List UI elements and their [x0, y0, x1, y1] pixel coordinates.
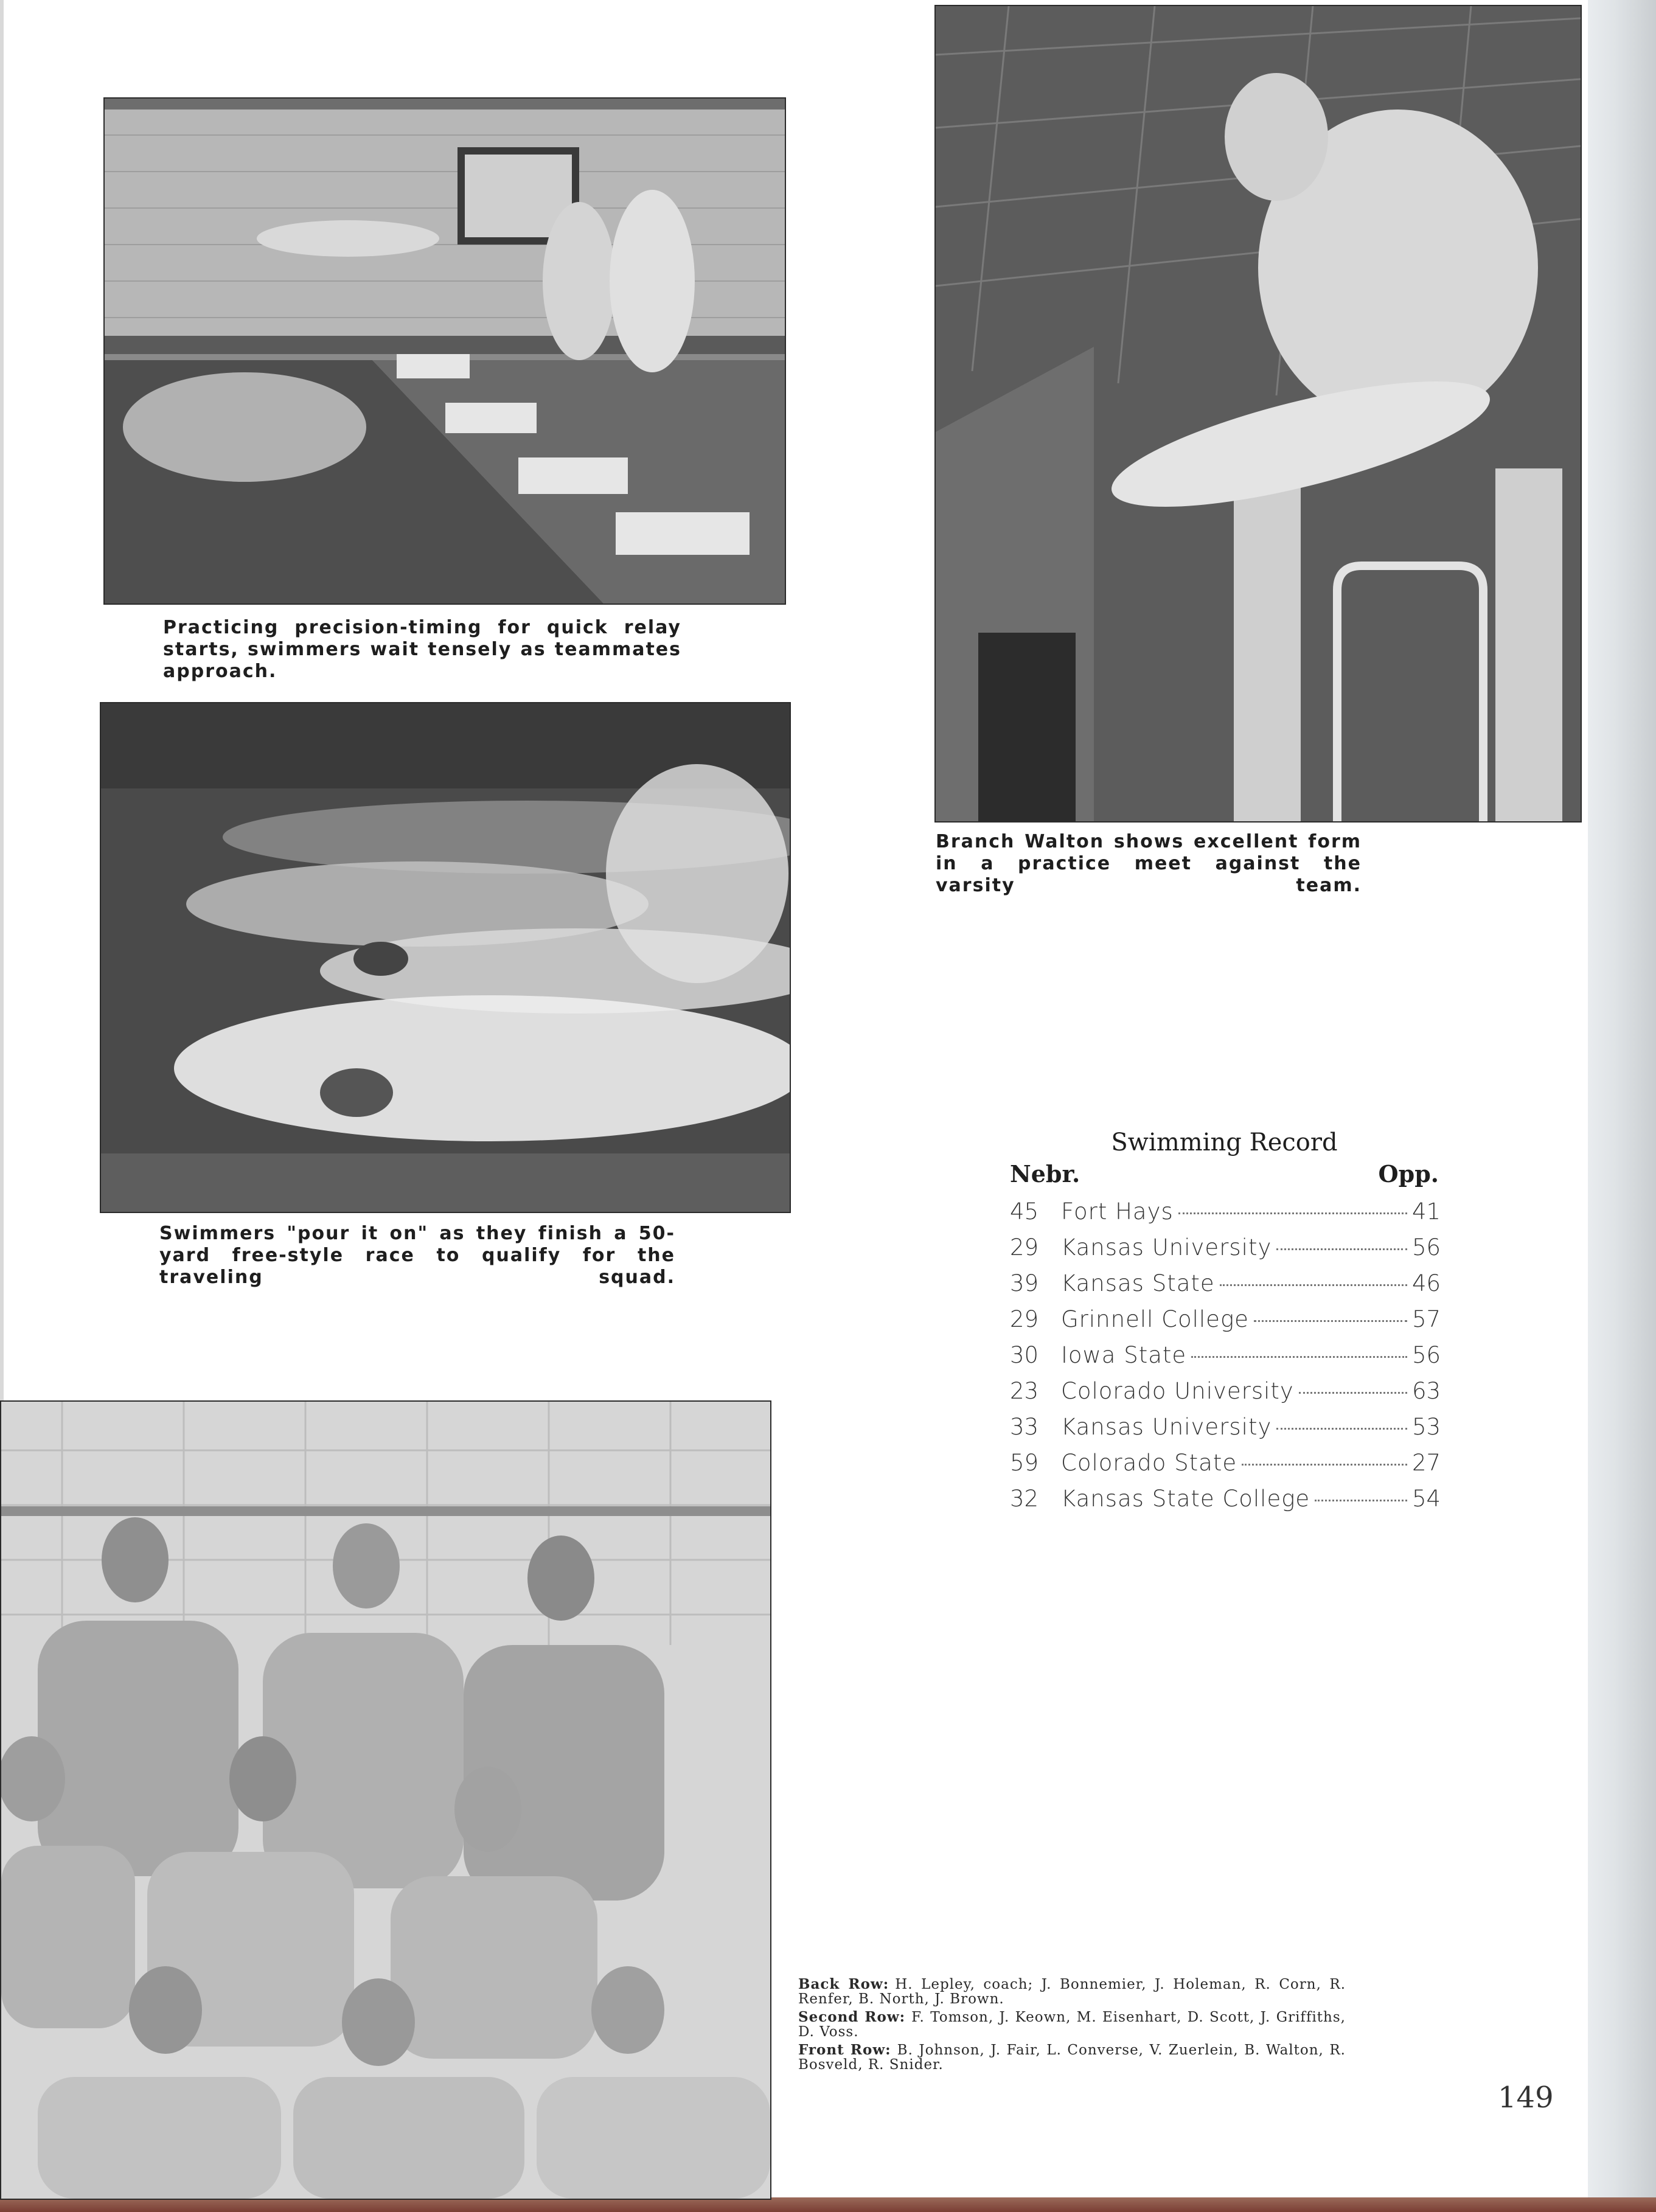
- opp-score: 56: [1412, 1234, 1441, 1261]
- leader-dots: [1178, 1212, 1407, 1214]
- opponent-name: Kansas State: [1061, 1270, 1215, 1296]
- record-row: [1010, 1450, 1439, 1486]
- front-row-names: B. Johnson, J. Fair, L. Converse, V. Zuerlein, B. Walton, R. Bosveld, R. Snider.: [798, 2042, 1346, 2073]
- opponent-name: Kansas State College: [1061, 1486, 1310, 1512]
- record-row: [1010, 1198, 1439, 1234]
- nebr-score: 23: [1010, 1378, 1039, 1404]
- opponent-name: Kansas University: [1061, 1414, 1272, 1440]
- leader-dots: [1191, 1356, 1407, 1358]
- nebr-score: 29: [1010, 1234, 1039, 1261]
- race-finish-caption: Swimmers "pour it on" as they finish a 50-yard free-style race to qualify for the traveling squad.: [159, 1223, 675, 1288]
- opp-score: 56: [1412, 1342, 1441, 1368]
- record-row: [1010, 1270, 1439, 1306]
- page-right-margin: [1588, 0, 1656, 2212]
- race-finish-photo: [100, 702, 791, 1213]
- front-row-label: Front Row:: [798, 2042, 891, 2058]
- nebr-score: 45: [1010, 1198, 1039, 1225]
- back-row-label: Back Row:: [798, 1976, 889, 1992]
- opponent-name: Colorado University: [1061, 1378, 1294, 1404]
- nebr-score: 33: [1010, 1414, 1039, 1440]
- record-row: [1010, 1306, 1439, 1342]
- leader-dots: [1242, 1464, 1407, 1466]
- front-row-line: [798, 2043, 1346, 2072]
- team-roster-caption: [798, 1977, 1346, 2076]
- leader-dots: [1220, 1284, 1407, 1286]
- record-row: [1010, 1378, 1439, 1414]
- diver-photo: [934, 5, 1582, 823]
- opp-score: 53: [1412, 1414, 1441, 1440]
- opponent-name: Colorado State: [1061, 1450, 1237, 1476]
- nebr-score: 39: [1010, 1270, 1039, 1296]
- nebr-score: 30: [1010, 1342, 1039, 1368]
- nebr-score: 59: [1010, 1450, 1039, 1476]
- opponent-name: Grinnell College: [1061, 1306, 1249, 1332]
- opp-column-header: Opp.: [1378, 1160, 1439, 1188]
- record-row: [1010, 1486, 1439, 1522]
- opp-score: 63: [1412, 1378, 1441, 1404]
- leader-dots: [1276, 1428, 1407, 1430]
- back-row-names: H. Lepley, coach; J. Bonnemier, J. Holeman, R. Corn, R. Renfer, B. North, J. Brown.: [798, 1977, 1346, 2007]
- opp-score: 27: [1412, 1450, 1441, 1476]
- record-row: [1010, 1414, 1439, 1450]
- second-row-label: Second Row:: [798, 2009, 906, 2025]
- swimming-record: [1010, 1129, 1439, 1522]
- opponent-name: Iowa State: [1061, 1342, 1187, 1368]
- opp-score: 57: [1412, 1306, 1441, 1332]
- page-number: 149: [1498, 2081, 1554, 2115]
- relay-starts-photo: [103, 97, 786, 605]
- leader-dots: [1254, 1320, 1407, 1322]
- record-title: Swimming Record: [1111, 1129, 1338, 1156]
- record-row: [1010, 1234, 1439, 1270]
- record-header: [1010, 1160, 1439, 1188]
- diver-caption: Branch Walton shows excellent form in a practice meet against the varsity team.: [936, 831, 1362, 896]
- nebr-score: 32: [1010, 1486, 1039, 1512]
- opponent-name: Kansas University: [1061, 1234, 1272, 1261]
- opp-score: 41: [1412, 1198, 1441, 1225]
- leader-dots: [1315, 1500, 1407, 1501]
- opp-score: 54: [1412, 1486, 1441, 1512]
- opp-score: 46: [1412, 1270, 1441, 1296]
- leader-dots: [1276, 1248, 1407, 1250]
- back-row-line: [798, 1977, 1346, 2006]
- record-row: [1010, 1342, 1439, 1378]
- second-row-names: F. Tomson, J. Keown, M. Eisenhart, D. Scott, J. Griffiths, D. Voss.: [798, 2009, 1346, 2040]
- team-photo: [0, 1400, 771, 2200]
- nebr-column-header: Nebr.: [1010, 1160, 1080, 1188]
- nebr-score: 29: [1010, 1306, 1039, 1332]
- relay-starts-caption: Practicing precision-timing for quick relay starts, swimmers wait tensely as teammates approach.: [163, 617, 681, 682]
- second-row-line: [798, 2010, 1346, 2039]
- leader-dots: [1299, 1392, 1407, 1394]
- opponent-name: Fort Hays: [1061, 1198, 1174, 1225]
